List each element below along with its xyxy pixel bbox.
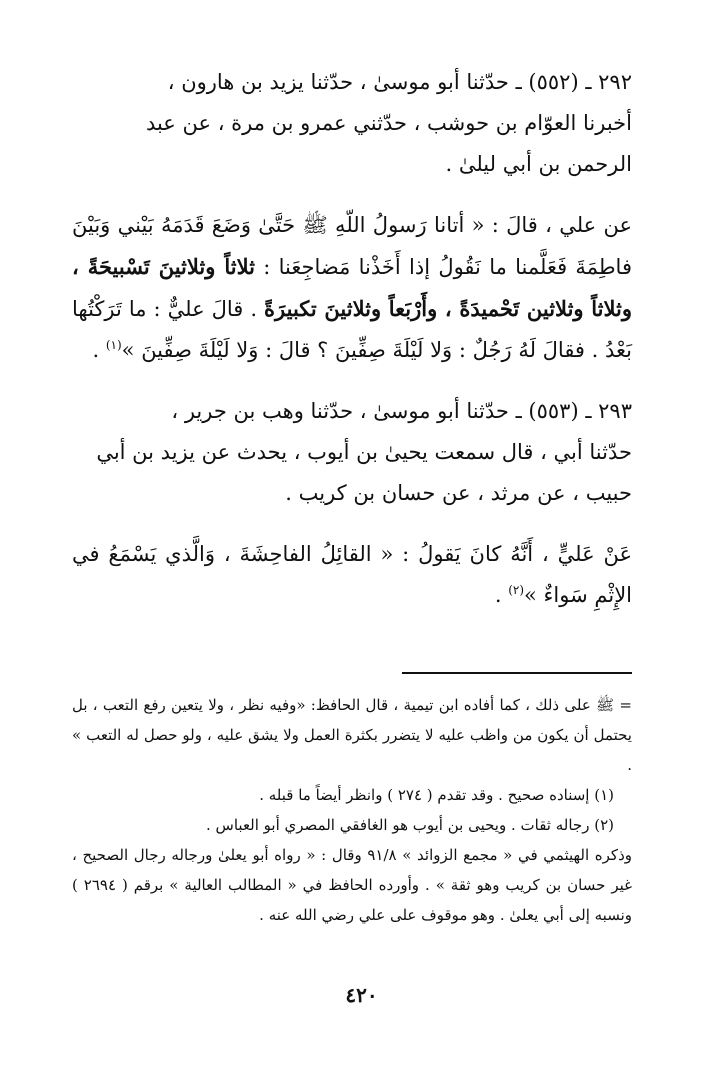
matn-text: . قالَ عليٌّ : ما تَرَكْتُها بَعْدُ . فقالَ لَهُ رَجُلٌ : وَلا لَيْلَةَ صِفِّينَ ؟ قالَ : وَلا لَيْلَةَ صِفِّينَ »: [72, 297, 632, 362]
hadith-292-isnad: [72, 62, 632, 185]
main-text: [72, 62, 632, 636]
footnote-marker: (٢): [508, 583, 525, 597]
matn-bold-text: ثلاثاً وثلاثينَ تَسْبيحَةً ، وثلاثاً وثلاثين تَحْميدَةً ، وأَرْبَعاً وثلاثينَ تكبيرَةً: [72, 254, 632, 321]
footnote-continuation: = ﷺ على ذلك ، كما أفاده ابن تيمية ، قال الحافظ: «وفيه نظر ، ولا يتعين رفع التعب ، بل يحتمل أن يكون من واظب عليه لا يتضرر بكثرة العمل ولا يشق عليه ، ولو حصل له التعب » .: [72, 696, 632, 774]
footnote-divider: [402, 672, 632, 674]
hadith-293-isnad: [72, 391, 632, 514]
isnad-line: الرحمن بن أبي ليلىٰ .: [445, 152, 632, 176]
isnad-line: ٢٩٢ ـ (٥٥٢) ـ حدّثنا أبو موسىٰ ، حدّثنا يزيد بن هارون ،: [167, 70, 632, 94]
footnotes: [72, 690, 632, 930]
hadith-293-matn: [72, 534, 632, 616]
page-number: ٤٢٠: [345, 983, 378, 1007]
isnad-line: ٢٩٣ ـ (٥٥٣) ـ حدّثنا أبو موسىٰ ، حدّثنا وهب بن جرير ،: [171, 399, 632, 423]
matn-end: .: [92, 338, 106, 362]
footnote-1: (١) إسناده صحيح . وقد تقدم ( ٢٧٤ ) وانظر أيضاً ما قبله .: [259, 786, 614, 804]
footnote-marker: (١): [105, 338, 122, 352]
footnote-2: (٢) رجاله ثقات . ويحيى بن أيوب هو الغافقي المصري أبو العباس .: [206, 816, 614, 834]
isnad-line: حدّثنا أبي ، قال سمعت يحيىٰ بن أيوب ، يحدث عن يزيد بن أبي: [96, 440, 632, 464]
hadith-292-matn: [72, 205, 632, 371]
footnote-2-continuation: وذكره الهيثمي في « مجمع الزوائد » ٩١/٨ وقال : « رواه أبو يعلىٰ ورجاله رجال الصحيح ، غير حسان بن كريب وهو ثقة » . وأورده الحافظ في « المطالب العالية » برقم ( ٢٦٩٤ ) ونسبه إلى أبي يعلىٰ . وهو موقوف على علي رضي الله عنه .: [72, 846, 632, 924]
isnad-line: حبيب ، عن مرثد ، عن حسان بن كريب .: [285, 481, 632, 505]
matn-end: .: [494, 583, 509, 607]
matn-text: عَنْ عَليٍّ ، أَنَّهُ كانَ يَقولُ : « القائِلُ الفاحِشَةَ ، وَالَّذي يَسْمَعُ في الإِثْمِ سَواءٌ »: [72, 542, 632, 607]
matn-text: عن علي ، قالَ : « أتانا رَسولُ اللّهِ ﷺ حَتَّىٰ وَضَعَ قَدَمَهُ بَيْني وَبَيْنَ فاطِمَةَ فَعَلَّمنا ما نَقُولُ إذا أَخَذْنا مَضاجِعَنا :: [72, 213, 632, 279]
isnad-line: أخبرنا العوّام بن حوشب ، حدّثني عمرو بن مرة ، عن عبد: [145, 111, 632, 135]
